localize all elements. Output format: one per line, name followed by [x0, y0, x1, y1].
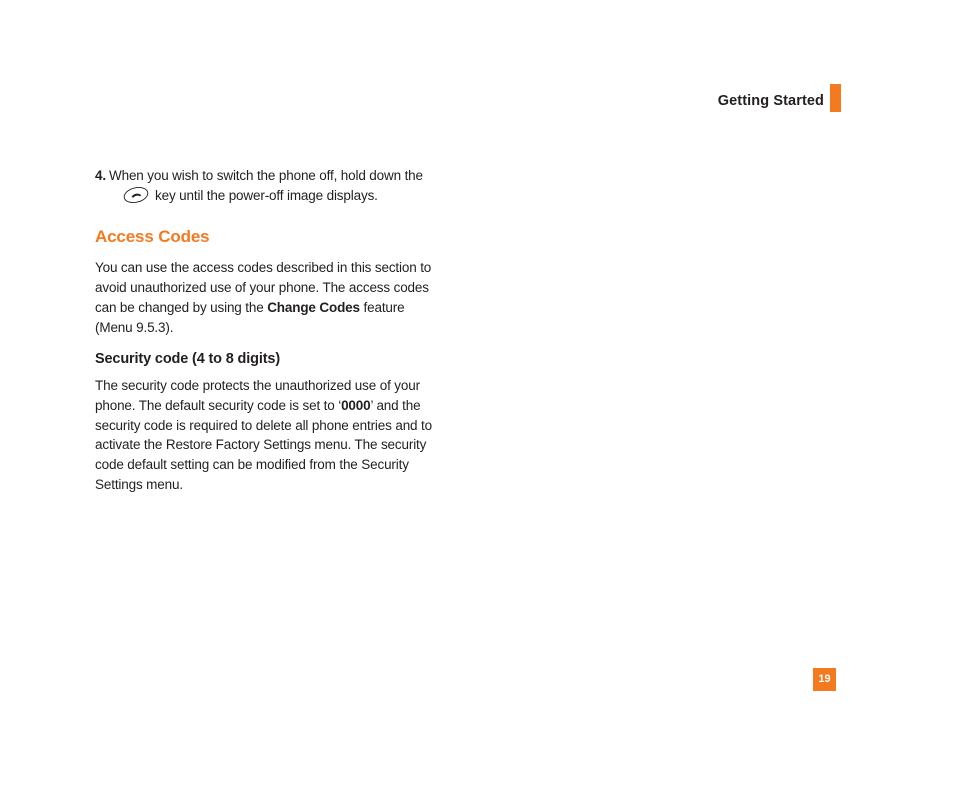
step-text-before-key: When you wish to switch the phone off, hold down the: [109, 168, 423, 183]
page-content: [95, 166, 440, 494]
step-text: [109, 166, 440, 209]
access-codes-heading: Access Codes: [95, 227, 210, 247]
security-code-text-start: The security code protects the unauthorized use of your phone. The default security code is set to ‘: [95, 378, 420, 413]
step-4: [95, 166, 440, 209]
access-codes-text-start: You can use the access codes described in this section to avoid unauthorized use of your phone. The access codes can be changed by using the: [95, 260, 432, 315]
default-code-value: 0000: [341, 397, 371, 413]
page-number: 19: [813, 668, 836, 691]
access-codes-text-end: feature (Menu 9.5.3).: [95, 299, 405, 335]
security-code-heading: Security code (4 to 8 digits): [95, 351, 280, 368]
page-section-title: Getting Started: [717, 93, 824, 109]
access-codes-paragraph: [95, 258, 440, 337]
change-codes-term: Change Codes: [267, 299, 360, 315]
security-code-paragraph: [95, 376, 440, 494]
section-tab-marker: [830, 84, 841, 112]
step-text-after-key: key until the power-off image displays.: [155, 187, 378, 203]
security-code-text-end: ’ and the security code is required to delete all phone entries and to activate the Restore Factory Settings menu. The security code default setting can be modified from the Security Settings menu.: [95, 397, 432, 492]
step-number: 4.: [95, 168, 106, 183]
end-call-key-icon: [123, 186, 149, 210]
